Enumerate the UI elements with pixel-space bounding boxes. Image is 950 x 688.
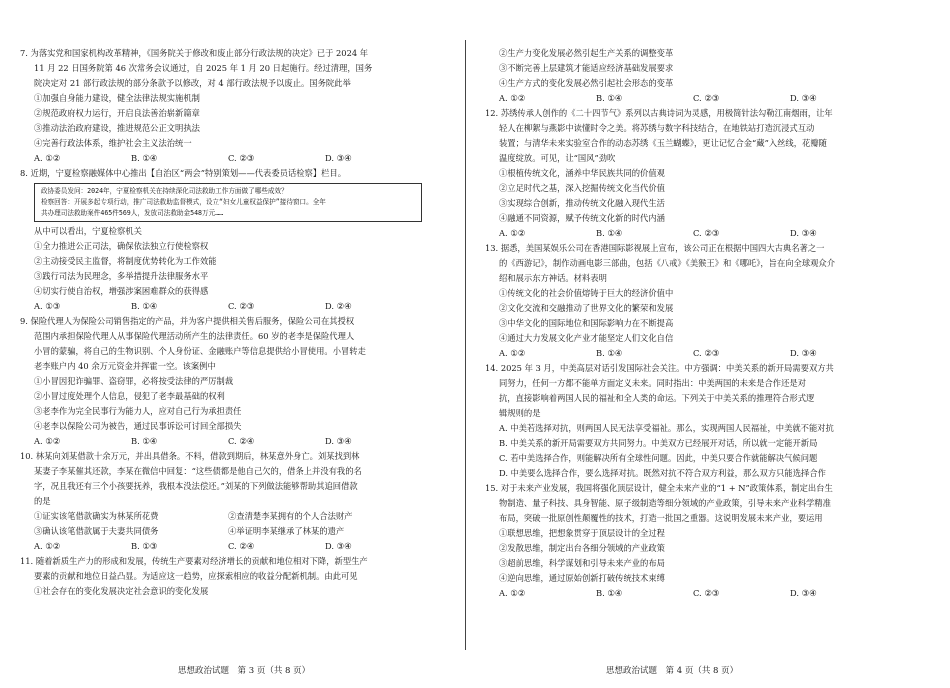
- question-body-line: 绍和展示东方神话。材料表明: [499, 273, 607, 283]
- answer-option: C. ②③: [693, 348, 720, 358]
- question-body-line: ③实现综合创新，推动传统文化融入现代生活: [499, 198, 665, 208]
- page-footer-right: 思想政治试题 第 4 页（共 8 页）: [606, 666, 739, 676]
- answer-option: B. ①④: [596, 93, 623, 103]
- quote-line: 政协委员发问：2024年，宁夏检察机关在持续深化司法救助工作方面做了哪些成效？: [41, 187, 288, 195]
- quoted-material-box: [34, 183, 422, 222]
- answer-option: ①证实该笔借款确实为林某所花费: [34, 511, 159, 521]
- answer-options-row: [20, 539, 422, 554]
- question-body-line: ①传统文化的社会价值熔铸于巨大的经济价值中: [499, 288, 674, 298]
- answer-option: B. ①③: [131, 541, 158, 551]
- question-body-line: 的是: [34, 496, 51, 506]
- question-body-line: 的《西游记》，制作动画电影三部曲，包括《八戒》《美猴王》和《哪吒》，旨在向全球观众介: [499, 258, 836, 268]
- answer-option: D. ③④: [790, 93, 817, 103]
- answer-option: C. ②③: [693, 588, 720, 598]
- question-body-line: ③超前思维，科学谋划和引导未来产业的布局: [499, 558, 665, 568]
- question-body-line: C. 若中美选择合作，则能解决所有全球性问题。因此，中美只要合作就能解决气候问题: [499, 453, 818, 463]
- answer-option: A. ①②: [499, 588, 526, 598]
- answer-options-row: [485, 346, 887, 361]
- question-body-line: 院决定对 21 部行政法规的部分条款予以修改，对 4 部行政法规予以废止。国务院此举: [34, 78, 351, 88]
- question-body-line: 物制造、量子科技、具身智能、原子级制造等细分领域的产业政策，引导未来产业科学精准: [499, 498, 831, 508]
- question-body-line: 某妻子李某催其还款，李某在微信中回复：“这些债都是他自己欠的，借条上并没有我的名: [34, 466, 362, 476]
- answer-option: C. ②④: [228, 436, 255, 446]
- answer-option: B. ①④: [596, 348, 623, 358]
- answer-option: C. ②④: [228, 541, 255, 551]
- answer-options-row: [485, 586, 887, 601]
- answer-options-row: [20, 509, 422, 524]
- question-body-line: ④切实行使自治权，增强涉案困难群众的获得感: [34, 286, 209, 296]
- answer-options-row: [485, 91, 887, 106]
- answer-options-row: [20, 434, 422, 449]
- question-body-line: 装置；与清华未来实验室合作的动态苏绣《玉兰蝴蝶》，更让记忆合金“藏”入丝线，花瓣随: [499, 138, 827, 148]
- question-stem-line: 10. 林某向刘某借款十余万元，并出具借条。不料，借款到期后，林某意外身亡。刘某找到林: [20, 451, 360, 461]
- answer-option: ②查清楚李某拥有的个人合法财产: [228, 511, 353, 521]
- question-body-line: ①社会存在的变化发展决定社会意识的变化发展: [34, 586, 209, 596]
- question-stem-line: 7. 为落实党和国家机构改革精神，《国务院关于修改和废止部分行政法规的决定》已于 2024 年: [20, 48, 369, 58]
- answer-option: A. ①③: [34, 301, 61, 311]
- answer-option: B. ①④: [596, 588, 623, 598]
- question-body-line: ④完善行政法体系，维护社会主义法治统一: [34, 138, 192, 148]
- answer-option: D. ③④: [790, 228, 817, 238]
- answer-options-row: [20, 524, 422, 539]
- question-body-line: ③不断完善上层建筑才能适应经济基础发展要求: [499, 63, 674, 73]
- question-body-line: 温度绽放。可见，让“国风”劲吹: [499, 153, 616, 163]
- answer-option: C. ②③: [693, 93, 720, 103]
- answer-option: C. ②③: [228, 301, 255, 311]
- question-body-line: 11 月 22 日国务院第 46 次常务会议通过，自 2025 年 1 月 20 日起施行。经过清理，国务: [34, 63, 373, 73]
- answer-options-row: [20, 151, 422, 166]
- question-body-line: A. 中美若选择对抗，则两国人民无法享受福祉。那么，实现两国人民福祉，中美就不能对抗: [499, 423, 834, 433]
- question-body-line: 辑规则的是: [499, 408, 541, 418]
- answer-option: A. ①②: [499, 228, 526, 238]
- question-stem-line: 13. 据悉，美国某娱乐公司在香港国际影视展上宣布，该公司正在根据中国四大古典名著之一: [485, 243, 825, 253]
- question-body-line: ①加强自身能力建设，健全法律法规实施机制: [34, 93, 200, 103]
- answer-option: A. ①②: [499, 93, 526, 103]
- question-body-line: 老李账户内 40 余万元资金并挥霍一空。该案例中: [34, 361, 216, 371]
- question-body-line: ①联想思维，把想象贯穿于顶层设计的全过程: [499, 528, 665, 538]
- question-body-line: 字，况且我还有三个小孩要抚养，我根本没法偿还。”刘某的下列做法能够帮助其追回借款: [34, 481, 358, 491]
- answer-option: D. ③④: [790, 588, 817, 598]
- question-body-line: ②生产力变化发展必然引起生产关系的调整变革: [499, 48, 674, 58]
- question-body-line: ③推动法治政府建设，推进规范公正文明执法: [34, 123, 200, 133]
- answer-option: B. ①④: [131, 301, 158, 311]
- answer-option: C. ②③: [228, 153, 255, 163]
- question-body-line: 同努力，任何一方都不能单方面定义未来。同时指出：中美两国的未来是合作还是对: [499, 378, 806, 388]
- answer-option: A. ①②: [34, 153, 61, 163]
- question-body-line: B. 中美关系的新开局需要双方共同努力。中美双方已经展开对话，所以就一定能开新局: [499, 438, 818, 448]
- question-stem-line: 12. 苏绣传承人创作的《二十四节气》系列以古典诗词为灵感，用极简针法勾勒江南烟雨，让年: [485, 108, 833, 118]
- left-column: [20, 46, 422, 599]
- answer-option: ③确认该笔借款属于夫妻共同债务: [34, 526, 159, 536]
- answer-option: D. ③④: [325, 541, 352, 551]
- question-body-line: D. 中美要么选择合作，要么选择对抗。既然对抗不符合双方利益，那么双方只能选择合作: [499, 468, 826, 478]
- question-body-line: ①根植传统文化，涵养中华民族共同的价值观: [499, 168, 665, 178]
- answer-option: D. ③④: [325, 153, 352, 163]
- answer-option: D. ②④: [325, 301, 352, 311]
- answer-option: C. ②③: [693, 228, 720, 238]
- quote-line: 共办理司法救助案件465件569人，发放司法救助金548万元……: [41, 209, 224, 217]
- question-body-line: ④生产方式的变化发展必然引起社会形态的变革: [499, 78, 674, 88]
- question-body-line: ③中华文化的国际地位和国际影响力在不断提高: [499, 318, 674, 328]
- answer-option: A. ①②: [499, 348, 526, 358]
- answer-options-row: [485, 226, 887, 241]
- question-body-line: ③老李作为完全民事行为能力人，应对自己行为承担责任: [34, 406, 242, 416]
- question-body-line: ③践行司法为民理念，多举措提升法律服务水平: [34, 271, 209, 281]
- answer-option: B. ①④: [131, 436, 158, 446]
- question-body-line: ④通过大力发展文化产业才能坚定人们文化自信: [499, 333, 674, 343]
- question-body-line: 范围内承担保险代理人从事保险代理活动所产生的法律责任。60 岁的老李是保险代理人: [34, 331, 355, 341]
- question-stem-line: 9. 保险代理人为保险公司销售指定的产品，并为客户提供相关售后服务，保险公司在其授权: [20, 316, 355, 326]
- column-divider: [465, 40, 466, 650]
- question-body-line: 从中可以看出，宁夏检察机关: [34, 226, 142, 236]
- question-body-line: 抗，直接影响着两国人民的福祉和全人类的命运。下列关于中美关系的推理符合形式逻: [499, 393, 815, 403]
- question-stem-line: 11. 随着新质生产力的形成和发展，传统生产要素对经济增长的贡献和地位相对下降，新型生产: [20, 556, 368, 566]
- question-body-line: ②小冒过度处理个人信息，侵犯了老李最基础的权利: [34, 391, 225, 401]
- question-body-line: ②文化交流和交融推动了世界文化的繁荣和发展: [499, 303, 674, 313]
- question-body-line: 小冒的蒙骗，将自己的生物识别、个人身份证、金融账户等信息提供给小冒使用。小冒转走: [34, 346, 366, 356]
- answer-option: D. ③④: [790, 348, 817, 358]
- question-body-line: ④逆向思维，通过原始创新打破传统技术束缚: [499, 573, 665, 583]
- question-body-line: ②主动接受民主监督，将制度优势转化为工作效能: [34, 256, 217, 266]
- question-body-line: ②发散思维，制定出台各细分领域的产业政策: [499, 543, 665, 553]
- question-body-line: ④老李以保险公司为被告，通过民事诉讼可讨回全部损失: [34, 421, 242, 431]
- answer-option: B. ①④: [596, 228, 623, 238]
- question-body-line: ②规范政府权力运行，开启良法善治崭新篇章: [34, 108, 200, 118]
- answer-option: A. ①②: [34, 541, 61, 551]
- answer-option: B. ①④: [131, 153, 158, 163]
- answer-option: A. ①②: [34, 436, 61, 446]
- question-body-line: ④融通不同资源，赋予传统文化新的时代内涵: [499, 213, 665, 223]
- question-stem-line: 8. 近期，宁夏检察融媒体中心推出【自治区“两会”特别策划——代表委员话检察】栏目。: [20, 168, 347, 178]
- quote-line: 检察回答：开展多起专项行动，推广司法救助监督模式，设立“妇女儿童权益保护”接待窗口。全年: [41, 198, 326, 206]
- question-body-line: ①全力推进公正司法，确保依法独立行使检察权: [34, 241, 209, 251]
- question-stem-line: 14. 2025 年 3 月，中美高层对话引发国际社会关注。中方强调：中美关系的新开局需要双方共: [485, 363, 834, 373]
- answer-option: ④举证明李某继承了林某的遗产: [228, 526, 345, 536]
- question-body-line: 布局，突破一批原创性颠覆性的技术，打造一批国之重器。这说明发展未来产业，要运用: [499, 513, 823, 523]
- question-stem-line: 15. 对于未来产业发展，我国将强化顶层设计，健全未来产业的“1 + N”政策体系，制定出台生: [485, 483, 833, 493]
- page-footer-left: 思想政治试题 第 3 页（共 8 页）: [178, 666, 311, 676]
- answer-options-row: [20, 299, 422, 314]
- question-body-line: ②立足时代之基，深入挖掘传统文化当代价值: [499, 183, 665, 193]
- question-body-line: 轻人在柳絮与燕影中读懂时令之美。将苏绣与数字科技结合，在地铁站打造沉浸式互动: [499, 123, 815, 133]
- question-body-line: ①小冒因犯诈骗罪、盗窃罪，必将按受法律的严厉制裁: [34, 376, 234, 386]
- right-column: [485, 46, 887, 601]
- question-body-line: 要素的贡献和地位日益凸显。为适应这一趋势，应探索相应的收益分配新机制。由此可见: [34, 571, 358, 581]
- answer-option: D. ③④: [325, 436, 352, 446]
